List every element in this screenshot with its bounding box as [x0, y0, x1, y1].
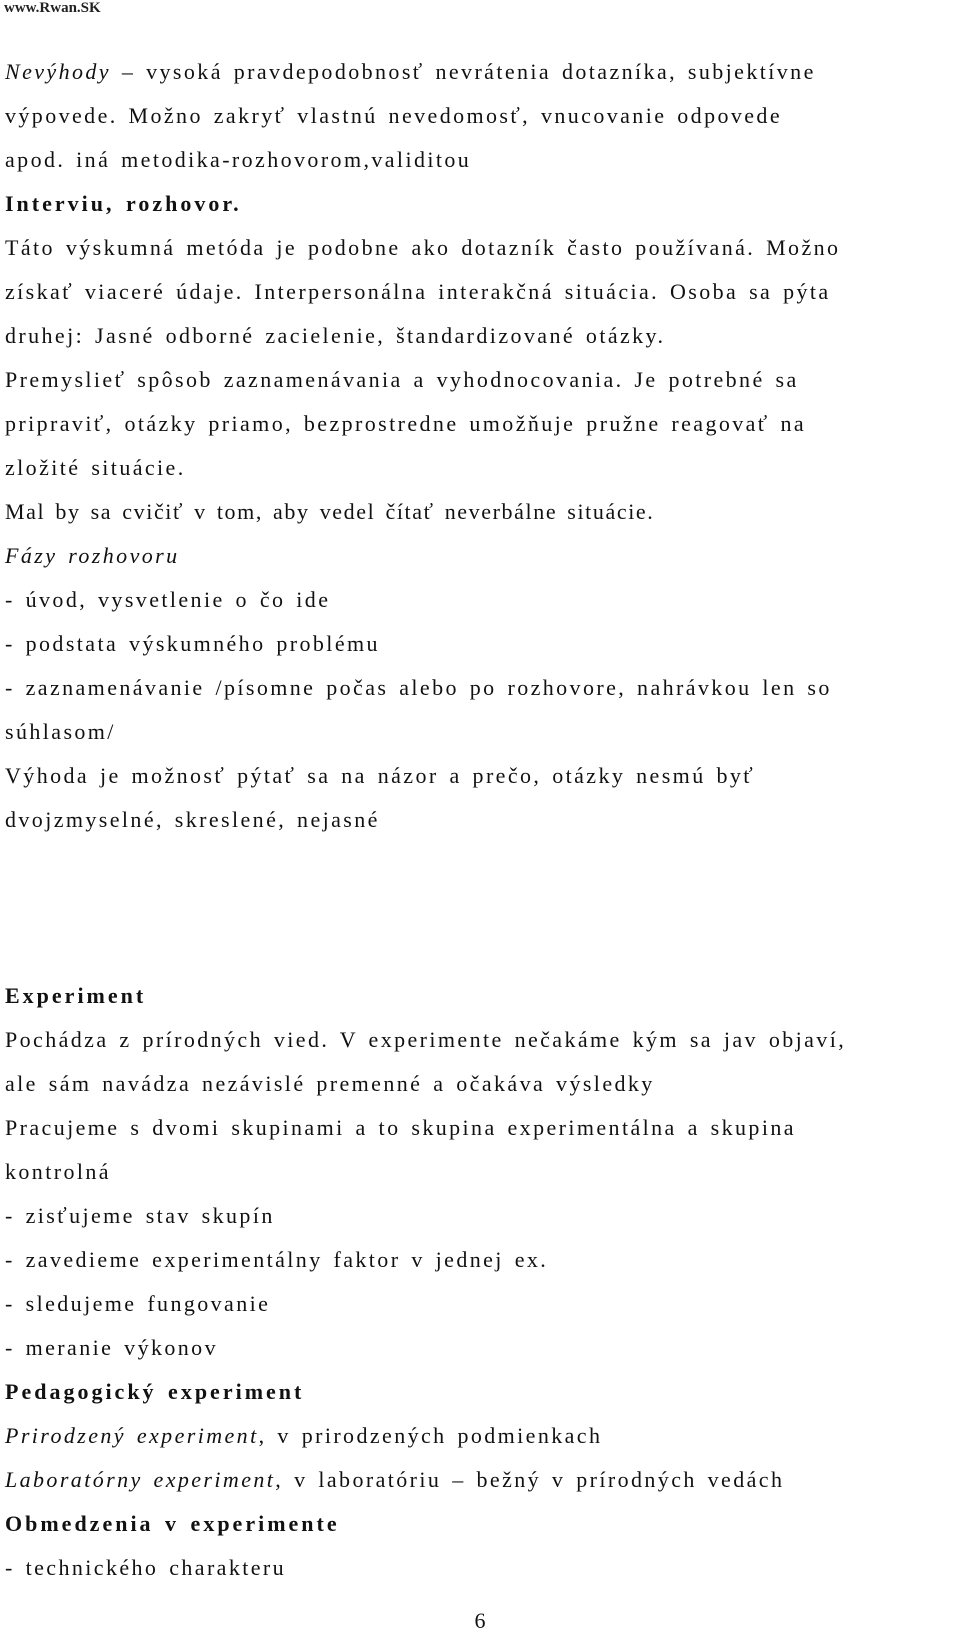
- section-heading-pedagogicky-experiment: Pedagogický experiment: [5, 1379, 305, 1404]
- text-line: súhlasom/: [5, 719, 116, 744]
- text-fragment: , v laboratóriu – bežný v prírodných vedách: [275, 1467, 785, 1492]
- text-line: ale sám navádza nezávislé premenné a očakáva výsledky: [5, 1071, 655, 1096]
- text-line: pripraviť, otázky priamo, bezprostredne umožňuje pružne reagovať na: [5, 411, 807, 436]
- text-line: Výhoda je možnosť pýtať sa na názor a prečo, otázky nesmú byť: [5, 763, 756, 788]
- subheading-fazy-rozhovoru: Fázy rozhovoru: [5, 543, 180, 568]
- text-line: apod. iná metodika-rozhovorom,validitou: [5, 147, 472, 172]
- text-line: druhej: Jasné odborné zacielenie, štandardizované otázky.: [5, 323, 666, 348]
- text-line: [5, 1458, 955, 1502]
- blank-space: [5, 842, 955, 974]
- section-heading-obmedzenia: Obmedzenia v experimente: [5, 1511, 340, 1536]
- section-heading-interviu: Interviu, rozhovor.: [5, 191, 242, 216]
- list-item: - podstata výskumného problému: [5, 631, 380, 656]
- list-item: - úvod, vysvetlenie o čo ide: [5, 587, 331, 612]
- page-number: 6: [474, 1608, 486, 1633]
- list-item: - zavedieme experimentálny faktor v jednej ex.: [5, 1247, 549, 1272]
- document-body: [5, 50, 955, 1590]
- list-item: - meranie výkonov: [5, 1335, 218, 1360]
- text-line: Táto výskumná metóda je podobne ako dotazník často používaná. Možno: [5, 235, 841, 260]
- text-line: dvojzmyselné, skreslené, nejasné: [5, 807, 380, 832]
- list-item: - sledujeme fungovanie: [5, 1291, 271, 1316]
- text-line: kontrolná: [5, 1159, 111, 1184]
- text-line: Pochádza z prírodných vied. V experimente nečakáme kým sa jav objaví,: [5, 1027, 847, 1052]
- term-prirodzeny-experiment: Prirodzený experiment: [5, 1423, 259, 1448]
- text-line: Mal by sa cvičiť v tom, aby vedel čítať neverbálne situácie.: [5, 499, 655, 524]
- text-line: [5, 50, 955, 94]
- text-line: Premyslieť spôsob zaznamenávania a vyhodnocovania. Je potrebné sa: [5, 367, 799, 392]
- text-line: [5, 1414, 955, 1458]
- term-laboratorny-experiment: Laboratórny experiment: [5, 1467, 276, 1492]
- text-fragment: , v prirodzených podmienkach: [258, 1423, 603, 1448]
- section-heading-experiment: Experiment: [5, 983, 147, 1008]
- text-line: výpovede. Možno zakryť vlastnú nevedomosť, vnucovanie odpovede: [5, 103, 782, 128]
- text-line: Pracujeme s dvomi skupinami a to skupina experimentálna a skupina: [5, 1115, 796, 1140]
- site-watermark: www.Rwan.SK: [4, 0, 101, 16]
- list-item: - technického charakteru: [5, 1555, 287, 1580]
- text-line: zložité situácie.: [5, 455, 186, 480]
- list-item: - zisťujeme stav skupín: [5, 1203, 275, 1228]
- term-nevyhody: Nevýhody: [5, 59, 111, 84]
- list-item: - zaznamenávanie /písomne počas alebo po rozhovore, nahrávkou len so: [5, 675, 832, 700]
- text-line: získať viaceré údaje. Interpersonálna interakčná situácia. Osoba sa pýta: [5, 279, 831, 304]
- text-fragment: – vysoká pravdepodobnosť nevrátenia dotazníka, subjektívne: [110, 59, 816, 84]
